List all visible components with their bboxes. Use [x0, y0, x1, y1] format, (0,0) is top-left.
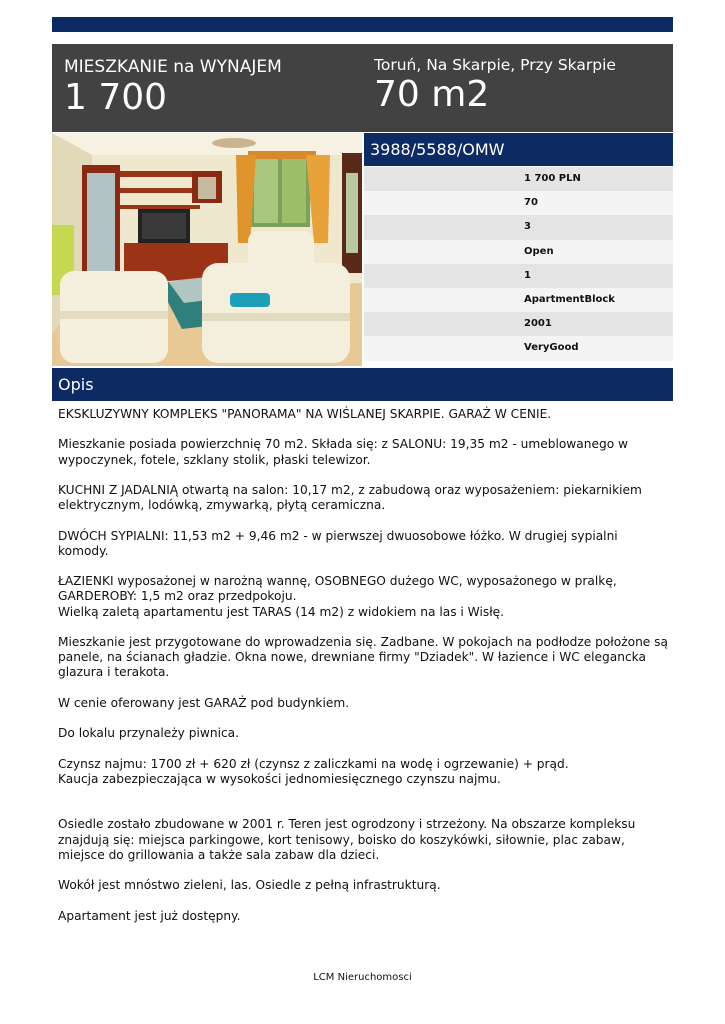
detail-price: 1 700 PLN	[364, 167, 673, 191]
description-line	[58, 468, 670, 483]
description-line: Wokół jest mnóstwo zieleni, las. Osiedle z pełną infrastrukturą.	[58, 878, 441, 893]
description-line: Mieszkanie posiada powierzchnię 70 m2. Składa się: z SALONU: 19,35 m2 - umeblowanego w wypoczynek, fotele, szklany stolik, płaski telewizor.	[58, 437, 628, 467]
description-line	[58, 741, 670, 756]
description-line	[58, 681, 670, 696]
listing-type: MIESZKANIE na WYNAJEM	[64, 57, 282, 77]
description-line	[58, 559, 670, 574]
description-line: W cenie oferowany jest GARAŻ pod budynkiem.	[58, 695, 350, 710]
description-line	[58, 863, 670, 878]
reference-number: 3988/5588/OMW	[364, 133, 673, 166]
top-accent-bar	[52, 17, 673, 32]
description-line: ŁAZIENKI wyposażonej w narożną wannę, OSOBNEGO dużego WC, wyposażonego w pralkę, GARDEROBY: 1,5 m2 oraz przedpokoju.	[58, 574, 617, 604]
description-line: Do lokalu przynależy piwnica.	[58, 726, 240, 741]
description-line: Apartament jest już dostępny.	[58, 908, 241, 923]
listing-location: Toruń, Na Skarpie, Przy Skarpie	[374, 56, 616, 74]
description-line: Wielką zaletą apartamentu jest TARAS (14 m2) z widokiem na las i Wisłę.	[58, 604, 505, 619]
description-line	[58, 711, 670, 726]
listing-area: 70 m2	[374, 74, 490, 115]
detail-area: 70	[364, 191, 673, 215]
detail-kitchen: Open	[364, 240, 673, 264]
description-line: Mieszkanie jest przygotowane do wprowadzenia się. Zadbane. W pokojach na podłodze położone są panele, na ścianach gładzie. Okna nowe, drewniane firmy "Dziadek". W łazience i WC elegancka glazura i terakota.	[58, 635, 668, 680]
detail-building-type: ApartmentBlock	[364, 288, 673, 312]
description-section-title: Opis	[52, 368, 673, 401]
description-line: Kaucja zabezpieczająca w wysokości jednomiesięcznego czynszu najmu.	[58, 771, 501, 786]
description-line	[58, 802, 670, 817]
listing-header	[52, 44, 673, 132]
detail-condition: VeryGood	[364, 336, 673, 360]
description-line: Osiedle zostało zbudowane w 2001 r. Teren jest ogrodzony i strzeżony. Na obszarze kompleksu znajdują się: miejsca parkingowe, kort tenisowy, boisko do koszykówki, siłownie, plac zabaw, miejsce do grillowania a także sala zabaw dla dzieci.	[58, 817, 636, 862]
apartment-photo	[52, 133, 362, 366]
description-line	[58, 513, 670, 528]
description-line	[58, 422, 670, 437]
description-line	[58, 620, 670, 635]
detail-rooms: 3	[364, 215, 673, 239]
description-line	[58, 894, 670, 909]
description-line: EKSKLUZYWNY KOMPLEKS "PANORAMA" NA WIŚLANEJ SKARPIE. GARAŻ W CENIE.	[58, 407, 552, 421]
detail-floor: 1	[364, 264, 673, 288]
details-table	[364, 167, 673, 361]
footer-agency: LCM Nieruchomosci	[313, 972, 412, 983]
listing-price: 1 700	[64, 77, 168, 118]
description-line: KUCHNI Z JADALNIĄ otwartą na salon: 10,17 m2, z zabudową oraz wyposażeniem: piekarnikiem elektrycznym, lodówką, zmywarką, płytą ceramiczna.	[58, 483, 642, 513]
description-line	[58, 787, 670, 802]
description-line: DWÓCH SYPIALNI: 11,53 m2 + 9,46 m2 - w pierwszej dwuosobowe łóżko. W drugiej sypialni komody.	[58, 528, 618, 558]
description-text	[58, 407, 670, 924]
description-line: Czynsz najmu: 1700 zł + 620 zł (czynsz z zaliczkami na wodę i ogrzewanie) + prąd.	[58, 756, 569, 771]
detail-year-built: 2001	[364, 312, 673, 336]
